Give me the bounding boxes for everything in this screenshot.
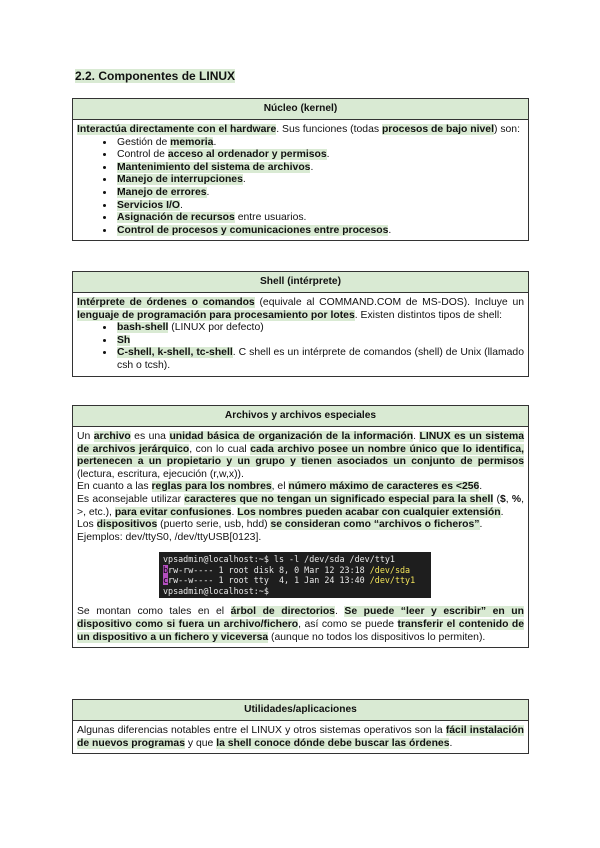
kernel-intro-bold: Interactúa directamente con el hardware	[77, 124, 277, 135]
section-title: 2.2. Componentes de LINUX	[75, 69, 236, 83]
text: Los	[77, 519, 97, 531]
list-item	[115, 212, 524, 225]
text: En cuanto a las	[77, 481, 152, 493]
item-text-end: .	[310, 161, 314, 173]
bold: cada archivo posee un nombre único que lo identifica, pertenecen a un propietario y un grupo y tienen asociados un conjunto de permisos	[77, 443, 524, 468]
item-bold: Manejo de errores	[117, 186, 207, 198]
text: (aunque no todos los dispositivos lo permiten).	[268, 631, 486, 643]
list-item	[115, 335, 524, 348]
text: Algunas diferencias notables entre el LINUX y otros sistemas operativos son la	[77, 725, 446, 736]
item-bold: memoria	[170, 136, 214, 148]
kernel-intro-text-2: ) son:	[493, 124, 520, 135]
text: .	[449, 737, 453, 749]
item-text: Gestión de	[117, 136, 171, 148]
text: (lectura, escritura, ejecución (r,w,x)).	[77, 468, 244, 480]
archivos-examples: Ejemplos: dev/ttyS0, /dev/ttyUSB[0123].	[77, 531, 262, 543]
item-bold: acceso al ordenador y permisos	[167, 149, 327, 161]
bold: dispositivos	[96, 519, 158, 531]
item-text-end: entre usuarios.	[234, 212, 307, 224]
text: , el	[271, 481, 289, 493]
terminal-line	[163, 575, 427, 586]
archivos-header: Archivos y archivos especiales	[73, 406, 528, 427]
utilidades-body	[73, 721, 528, 753]
text: .	[231, 506, 238, 518]
shell-intro-bold-2: lenguaje de programación para procesamiento por lotes	[77, 309, 355, 321]
list-item	[115, 174, 524, 187]
shell-intro-text: (equivale al COMMAND.COM de MS-DOS). Incluye un	[254, 297, 524, 308]
item-text-end: .	[206, 186, 210, 198]
terminal-line	[163, 565, 427, 576]
bold: Los nombres pueden acabar con cualquier extensión	[237, 506, 501, 518]
file-type-char: b	[163, 564, 169, 575]
text: .	[479, 519, 483, 531]
list-item	[115, 347, 524, 372]
item-bold: Asignación de recursos	[117, 212, 235, 224]
bold: la shell conoce dónde debe buscar las órdenes	[216, 737, 450, 749]
archivos-paragraph-3	[77, 494, 524, 519]
shell-box	[72, 271, 529, 377]
device-path: /dev/tty1	[369, 575, 416, 586]
kernel-intro-text: . Sus funciones (todas	[276, 124, 382, 135]
archivos-paragraph-1	[77, 431, 524, 481]
text: y que	[184, 737, 217, 749]
bold: LINUX es un sistema de archivos jerárquico	[77, 431, 524, 455]
item-bold: Manejo de interrupciones	[117, 174, 243, 186]
text: , así como se puede	[298, 618, 398, 630]
bold: Se puede “leer y escribir” en un dispositivo como si fuera un archivo/fichero	[77, 606, 524, 630]
text: , >, etc.),	[77, 493, 524, 518]
text: es una	[130, 431, 170, 442]
kernel-box	[72, 98, 529, 241]
list-item	[115, 162, 524, 175]
bold: fácil instalación de nuevos programas	[77, 725, 524, 749]
kernel-intro	[77, 124, 524, 137]
text: Se montan como tales en el	[77, 606, 231, 618]
utilidades-header: Utilidades/aplicaciones	[73, 700, 528, 721]
terminal-text: rw-rw---- 1 root disk 8, 0 Mar 12 23:18	[168, 564, 370, 575]
text: Un	[77, 431, 94, 442]
terminal-screenshot	[159, 552, 431, 598]
archivos-box	[72, 405, 529, 648]
list-item	[115, 225, 524, 238]
bold: %	[511, 493, 522, 505]
item-text-end: .	[388, 224, 392, 236]
item-text-end: .	[242, 174, 246, 186]
text: .	[500, 506, 504, 518]
shell-intro	[77, 297, 524, 322]
item-bold: Control de procesos y comunicaciones entre procesos	[117, 224, 389, 236]
text: ,	[505, 493, 512, 505]
shell-body	[73, 293, 528, 376]
list-item	[115, 149, 524, 162]
device-path: /dev/sda	[369, 564, 411, 575]
item-text: Control de	[117, 149, 168, 161]
list-item	[115, 137, 524, 150]
bold: unidad básica de organización de la información	[169, 431, 414, 442]
bold: se consideran como “archivos o ficheros”	[270, 519, 480, 531]
list-item	[115, 187, 524, 200]
item-text-end: .	[213, 136, 217, 148]
terminal-line: vpsadmin@localhost:~$ ls -l /dev/sda /dev/tty1	[163, 554, 395, 565]
archivos-body	[73, 427, 528, 647]
item-bold: Servicios I/O	[117, 199, 180, 211]
kernel-function-list	[77, 137, 524, 238]
bold: caracteres que no tengan un significado especial para la shell	[184, 493, 494, 505]
shell-type-list	[77, 322, 524, 372]
item-text-end: .	[179, 199, 183, 211]
list-item	[115, 322, 524, 335]
shell-intro-bold: Intérprete de órdenes o comandos	[77, 297, 255, 308]
text: , con lo cual	[189, 443, 251, 455]
kernel-body	[73, 120, 528, 240]
text: .	[334, 606, 345, 618]
shell-intro-text-2: . Existen distintos tipos de shell:	[354, 309, 503, 321]
text: (	[493, 493, 500, 505]
archivos-paragraph-5	[77, 606, 524, 644]
item-text-end: .	[326, 149, 330, 161]
kernel-intro-bold-2: procesos de bajo nivel	[381, 124, 494, 135]
utilidades-box	[72, 699, 529, 754]
item-bold: bash-shell	[117, 322, 169, 334]
kernel-header: Núcleo (kernel)	[73, 99, 528, 120]
bold: número máximo de caracteres es <256	[288, 481, 480, 493]
item-text-end: (LINUX por defecto)	[168, 322, 264, 334]
item-bold: C-shell, k-shell, tc-shell	[117, 347, 233, 359]
text: .	[479, 481, 483, 493]
bold: $	[499, 493, 506, 505]
archivos-paragraph-4	[77, 519, 524, 532]
bold: reglas para los nombres	[151, 481, 272, 493]
terminal-line: vpsadmin@localhost:~$	[163, 585, 269, 596]
list-item	[115, 200, 524, 213]
archivos-paragraph-2	[77, 481, 524, 494]
bold: transferir el contenido de un dispositivo a un fichero y viceversa	[77, 618, 525, 643]
file-type-char: c	[163, 575, 169, 586]
terminal-text: rw--w---- 1 root tty 4, 1 Jan 24 13:40	[168, 575, 370, 586]
bold: árbol de directorios	[230, 606, 335, 618]
text: Es aconsejable utilizar	[77, 493, 185, 505]
bold: para evitar confusiones	[114, 506, 232, 518]
bold: archivo	[93, 431, 131, 442]
text: (puerto serie, usb, hdd)	[157, 519, 271, 531]
item-text-end: . C shell es un intérprete de comandos (shell) de Unix (llamado csh o tcsh).	[117, 347, 524, 371]
shell-header: Shell (intérprete)	[73, 272, 528, 293]
item-bold: Sh	[117, 334, 131, 346]
item-bold: Mantenimiento del sistema de archivos	[117, 161, 311, 173]
text: .	[413, 431, 420, 442]
